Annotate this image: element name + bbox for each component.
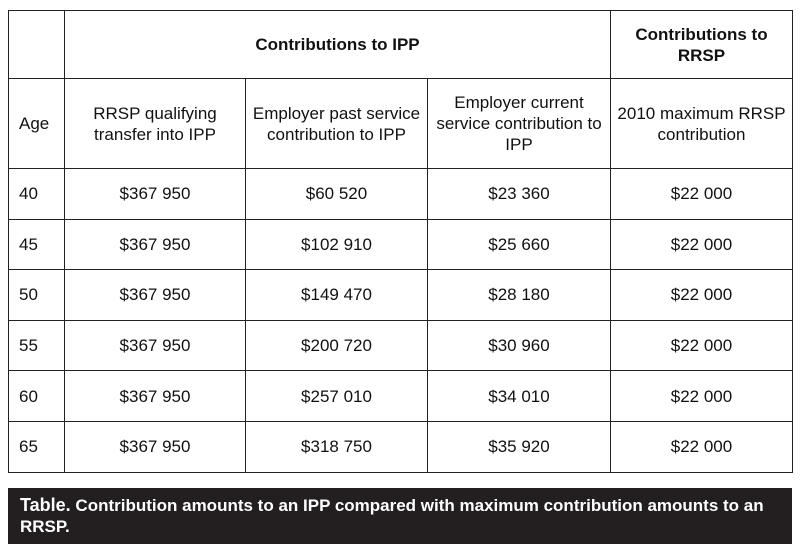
contributions-table	[8, 10, 793, 473]
max-rrsp-cell: $22 000	[611, 270, 793, 321]
caption-text: Contribution amounts to an IPP compared with maximum contribution amounts to an RRSP.	[20, 496, 764, 536]
max-rrsp-cell: $22 000	[611, 371, 793, 422]
rrsp-transfer-cell: $367 950	[65, 219, 246, 270]
rrsp-transfer-cell: $367 950	[65, 421, 246, 472]
ipp-group-header: Contributions to IPP	[65, 11, 611, 79]
column-header-rrsp-transfer: RRSP qualifying transfer into IPP	[65, 79, 246, 169]
current-service-cell: $23 360	[428, 169, 611, 220]
group-header-row	[9, 11, 793, 79]
past-service-cell: $318 750	[246, 421, 428, 472]
table-row	[9, 371, 793, 422]
age-cell: 50	[9, 270, 65, 321]
caption-lead: Table.	[20, 495, 71, 515]
column-header-past-service: Employer past service contribution to IPP	[246, 79, 428, 169]
empty-corner-cell	[9, 11, 65, 79]
rrsp-transfer-cell: $367 950	[65, 320, 246, 371]
current-service-cell: $34 010	[428, 371, 611, 422]
table-caption	[8, 488, 792, 544]
max-rrsp-cell: $22 000	[611, 421, 793, 472]
column-header-current-service: Employer current service contribution to IPP	[428, 79, 611, 169]
table-row	[9, 219, 793, 270]
age-cell: 65	[9, 421, 65, 472]
rrsp-transfer-cell: $367 950	[65, 270, 246, 321]
past-service-cell: $149 470	[246, 270, 428, 321]
age-cell: 40	[9, 169, 65, 220]
current-service-cell: $28 180	[428, 270, 611, 321]
rrsp-group-header: Contributions to RRSP	[611, 11, 793, 79]
table-row	[9, 320, 793, 371]
table-row	[9, 270, 793, 321]
column-header-row	[9, 79, 793, 169]
current-service-cell: $35 920	[428, 421, 611, 472]
age-cell: 55	[9, 320, 65, 371]
max-rrsp-cell: $22 000	[611, 219, 793, 270]
age-cell: 45	[9, 219, 65, 270]
column-header-age: Age	[9, 79, 65, 169]
current-service-cell: $25 660	[428, 219, 611, 270]
max-rrsp-cell: $22 000	[611, 169, 793, 220]
current-service-cell: $30 960	[428, 320, 611, 371]
past-service-cell: $102 910	[246, 219, 428, 270]
rrsp-transfer-cell: $367 950	[65, 169, 246, 220]
age-cell: 60	[9, 371, 65, 422]
past-service-cell: $60 520	[246, 169, 428, 220]
rrsp-transfer-cell: $367 950	[65, 371, 246, 422]
table-row	[9, 421, 793, 472]
past-service-cell: $200 720	[246, 320, 428, 371]
table-row	[9, 169, 793, 220]
past-service-cell: $257 010	[246, 371, 428, 422]
max-rrsp-cell: $22 000	[611, 320, 793, 371]
column-header-max-rrsp: 2010 maximum RRSP contribution	[611, 79, 793, 169]
